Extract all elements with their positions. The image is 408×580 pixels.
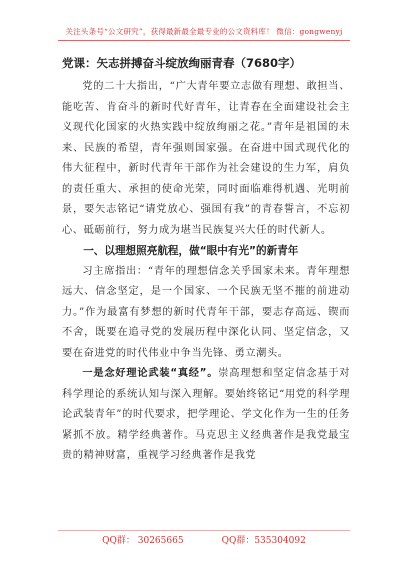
section-heading: 一、以理想照亮航程，做“眼中有光”的新青年 [83,245,299,257]
footer-qq-group-1: QQ群： 30265665 [102,536,184,546]
subsection-text: 崇高理想和坚定信念基于对科学理论的系统认知与深入理解。要始终铭记“用党的科学理论武装青年”的时代要求，把学理论、学文化作为一生的任务紧抓不放。精学经典著作。马克思主义经典著作是我党最宝贵的精神财富，重视学习经典著作是我党 [62,368,350,461]
footer-divider [58,530,350,531]
intro-paragraph: 党的二十大指出，“广大青年要立志做有理想、敢担当、能吃苦、肯奋斗的新时代好青年，让青春在全面建设社会主义现代化国家的火热实践中绽放绚丽之花。”青年是祖国的未来、民族的希望，青年强则国家强。在奋进中国式现代化的伟大征程中，新时代青年干部作为社会建设的生力军，肩负的责任重大、承担的使命光荣，同时面临难得机遇、光明前景，要矢志铭记“请党放心、强国有我”的青春誓言，不忘初心、砥砺前行，努力成为堪当民族复兴大任的时代新人。 [62,81,350,236]
header-divider [58,40,350,41]
document-body [62,54,350,467]
header-banner: 关注头条号“公文研究”，获得最新最全最专业的公文资料库！ 微信：gongwenyj [65,27,343,36]
subsection-paragraph [62,364,350,467]
footer [0,533,408,546]
subsection-lead: 一是念好理论武装“真经”。 [82,368,219,379]
section-paragraph: 习主席指出：“青年的理想信念关乎国家未来。青年理想远大、信念坚定，是一个国家、一个民族无坚不摧的前进动力。”作为最富有梦想的新时代青年干部，要志存高远、锲而不舍，既要在追寻党的发展历程中深化认同、坚定信念，又要在奋进党的时代伟业中争当先锋、勇立潮头。 [62,265,350,359]
document-title: 党课：矢志拼搏奋斗绽放绚丽青春（7680字） [62,56,302,70]
footer-qq-group-2: QQ群：535304092 [221,536,306,546]
